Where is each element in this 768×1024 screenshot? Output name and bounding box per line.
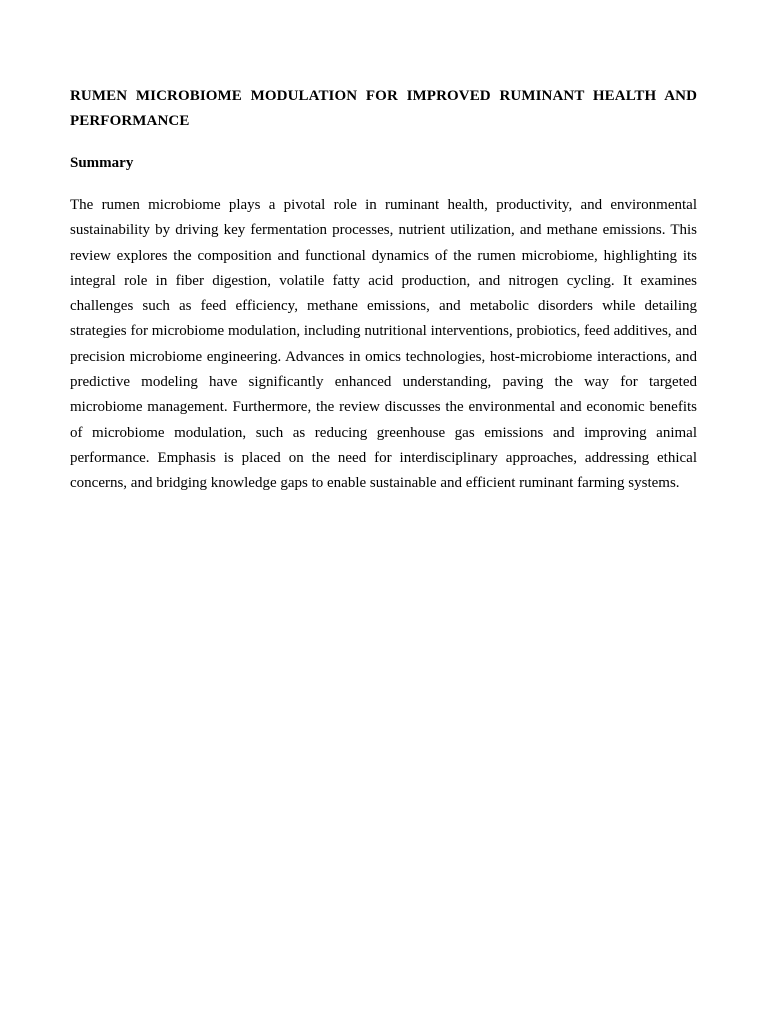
paper-title: RUMEN MICROBIOME MODULATION FOR IMPROVED RUMINANT HEALTH AND PERFORMANCE bbox=[70, 88, 697, 129]
summary-paragraph: The rumen microbiome plays a pivotal role in ruminant health, productivity, and environmental sustainability by driving key fermentation processes, nutrient utilization, and methane emissions. This review explores the composition and functional dynamics of the rumen microbiome, highlighting its integral role in fiber digestion, volatile fatty acid production, and nitrogen cycling. It examines challenges such as feed efficiency, methane emissions, and metabolic disorders while detailing strategies for microbiome modulation, including nutritional interventions, probiotics, feed additives, and precision microbiome engineering. Advances in omics technologies, host-microbiome interactions, and predictive modeling have significantly enhanced understanding, paving the way for targeted microbiome management. Furthermore, the review discusses the environmental and economic benefits of microbiome modulation, such as reducing greenhouse gas emissions and improving animal performance. Emphasis is placed on the need for interdisciplinary approaches, addressing ethical concerns, and bridging knowledge gaps to enable sustainable and efficient ruminant farming systems. bbox=[70, 197, 697, 492]
document-content bbox=[70, 84, 697, 497]
summary-heading: Summary bbox=[70, 155, 134, 171]
